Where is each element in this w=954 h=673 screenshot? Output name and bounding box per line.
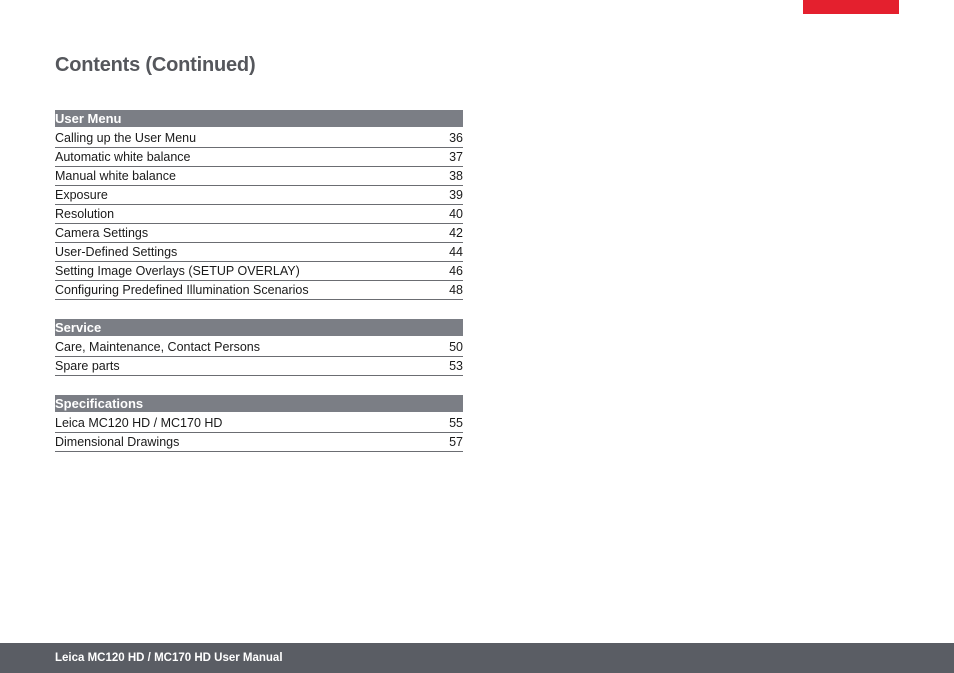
toc-entry-label: Care, Maintenance, Contact Persons — [55, 340, 260, 354]
toc-entry-label: Exposure — [55, 188, 108, 202]
toc-entry[interactable] — [55, 262, 463, 281]
toc-entry-page: 48 — [449, 283, 463, 297]
toc-entry[interactable] — [55, 167, 463, 186]
table-of-contents — [55, 110, 463, 471]
toc-entry-page: 39 — [449, 188, 463, 202]
toc-entry[interactable] — [55, 281, 463, 300]
toc-entry-page: 44 — [449, 245, 463, 259]
toc-entry-label: User-Defined Settings — [55, 245, 178, 259]
toc-entry[interactable] — [55, 357, 463, 376]
toc-section-user-menu — [55, 110, 463, 300]
toc-entry-page: 46 — [449, 264, 463, 278]
toc-entry[interactable] — [55, 243, 463, 262]
toc-entry-label: Camera Settings — [55, 226, 149, 240]
toc-entry-label: Spare parts — [55, 359, 120, 373]
section-header: User Menu — [55, 110, 463, 127]
toc-entry[interactable] — [55, 224, 463, 243]
section-header: Specifications — [55, 395, 463, 412]
toc-entry-page: 42 — [449, 226, 463, 240]
toc-entry[interactable] — [55, 186, 463, 205]
toc-entry-label: Setting Image Overlays (SETUP OVERLAY) — [55, 264, 300, 278]
toc-entry[interactable] — [55, 414, 463, 433]
footer-bar — [0, 643, 954, 673]
toc-entry-label: Resolution — [55, 207, 115, 221]
toc-entry-page: 38 — [449, 169, 463, 183]
toc-section-service — [55, 319, 463, 376]
toc-entry[interactable] — [55, 129, 463, 148]
toc-entry-page: 37 — [449, 150, 463, 164]
toc-entry-page: 55 — [449, 416, 463, 430]
toc-entry-label: Dimensional Drawings — [55, 435, 180, 449]
toc-entry-page: 53 — [449, 359, 463, 373]
toc-entry-label: Leica MC120 HD / MC170 HD — [55, 416, 223, 430]
toc-entry[interactable] — [55, 205, 463, 224]
toc-entry-page: 50 — [449, 340, 463, 354]
toc-entry[interactable] — [55, 338, 463, 357]
page-title: Contents (Continued) — [55, 54, 256, 76]
toc-entry[interactable] — [55, 433, 463, 452]
toc-entry-label: Configuring Predefined Illumination Scenarios — [55, 283, 309, 297]
section-header: Service — [55, 319, 463, 336]
toc-section-specifications — [55, 395, 463, 452]
toc-entry-label: Manual white balance — [55, 169, 176, 183]
toc-entry-label: Automatic white balance — [55, 150, 191, 164]
toc-entry-page: 40 — [449, 207, 463, 221]
red-header-tab — [803, 0, 899, 14]
toc-entry[interactable] — [55, 148, 463, 167]
toc-entry-page: 57 — [449, 435, 463, 449]
footer-text: Leica MC120 HD / MC170 HD User Manual — [55, 652, 283, 664]
toc-entry-page: 36 — [449, 131, 463, 145]
toc-entry-label: Calling up the User Menu — [55, 131, 197, 145]
